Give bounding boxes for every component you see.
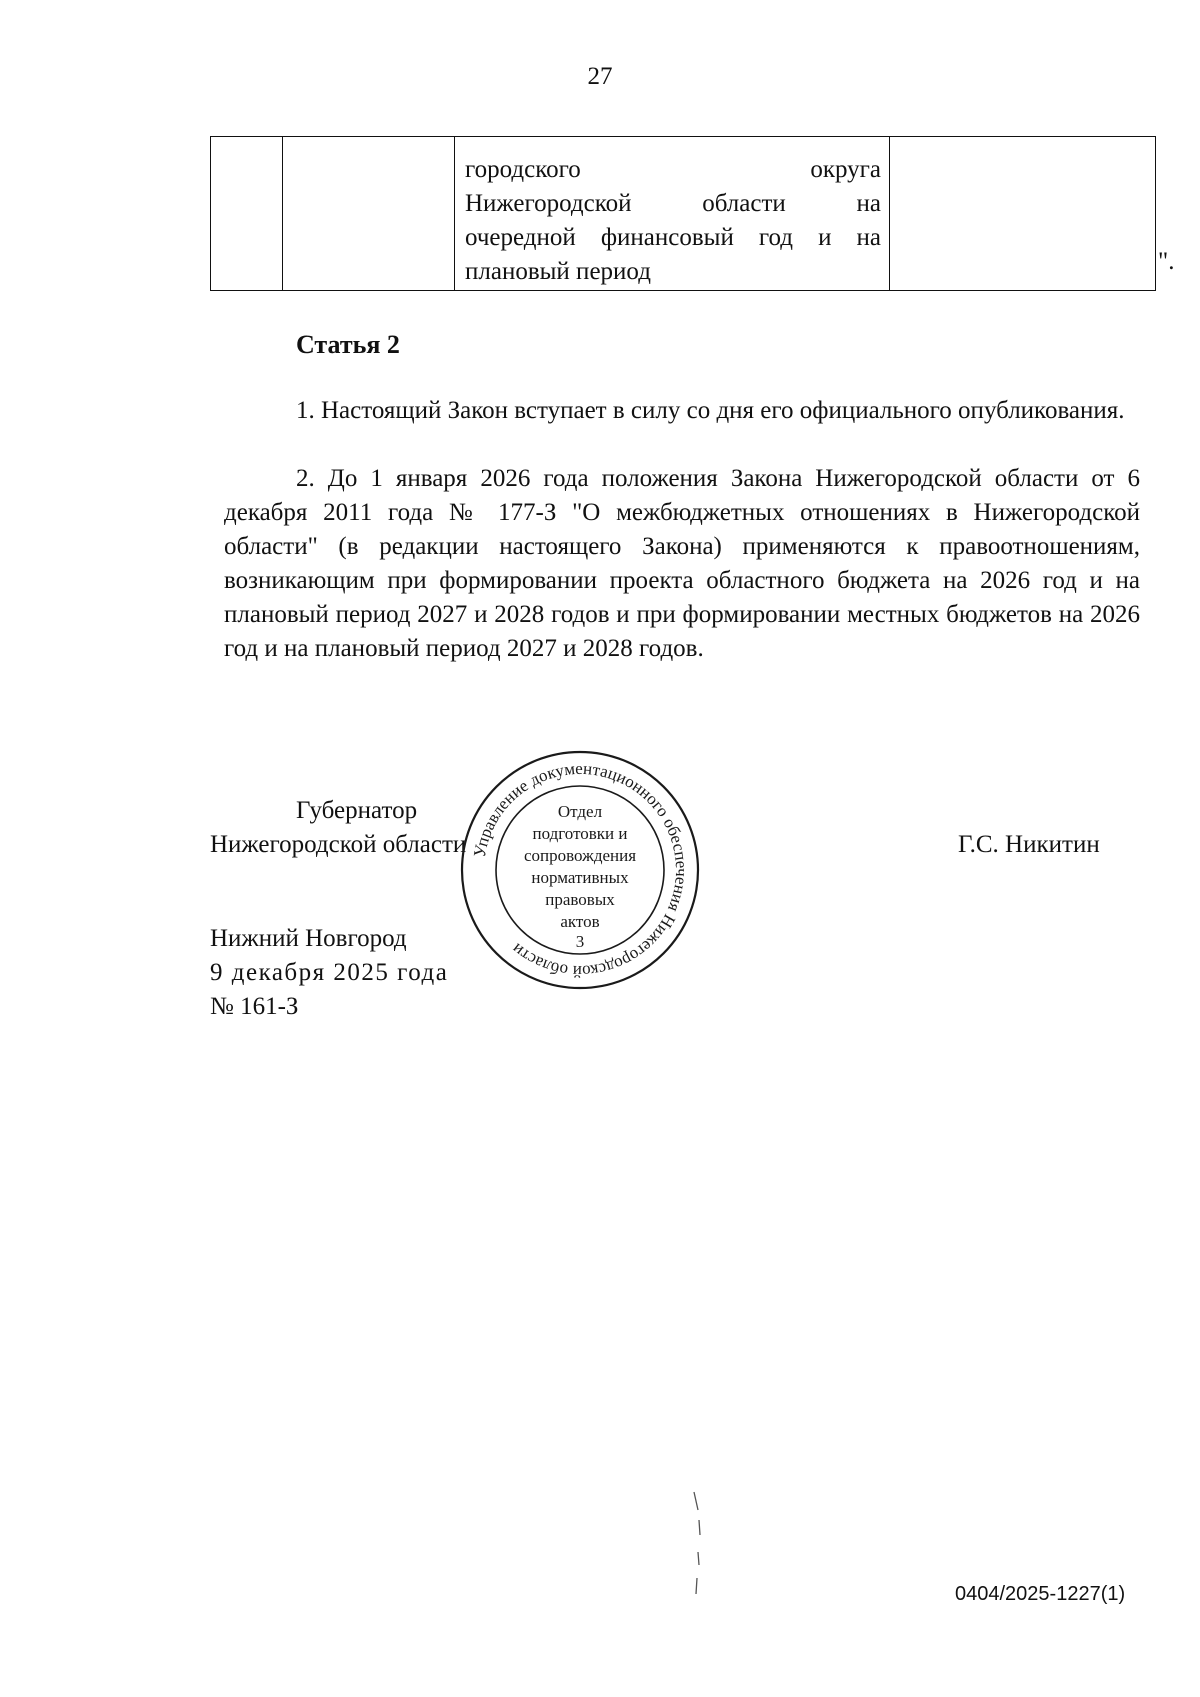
signing-date: 9 декабря 2025 года	[210, 959, 449, 986]
article-paragraph-2: 2. До 1 января 2026 года положения Закона Нижегородской области от 6 декабря 2011 года № 177-З "О межбюджетных отношениях в Нижегородской области" (в редакции настоящего Закона) применяются к правоотношениям, возникающим при формировании проекта областного бюджета на 2026 год и на плановый период 2027 и 2028 годов и при формировании местных бюджетов на 2026 год и на плановый период 2027 и 2028 годов.	[224, 465, 1140, 662]
table-text-line: очередной финансовый год и на	[465, 224, 881, 251]
stamp-line: нормативных	[531, 868, 629, 887]
table-text-line: Нижегородской области на	[465, 190, 881, 217]
table-cell-description	[455, 137, 890, 291]
continuation-table	[210, 136, 1156, 291]
table-cell-amount	[890, 137, 1156, 291]
signatory-title: Губернатор	[296, 797, 418, 824]
official-stamp	[455, 745, 705, 995]
article-paragraph-1: 1. Настоящий Закон вступает в силу со дня его официального опубликования.	[296, 397, 1125, 424]
stamp-line: правовых	[545, 890, 615, 909]
closing-quote: ".	[1158, 248, 1175, 275]
stamp-line: 3	[575, 932, 585, 951]
stamp-line: сопровождения	[523, 846, 637, 865]
table-cell-code	[283, 137, 455, 291]
stamp-ring-text: Управление документационного обеспечения Нижегородской области	[469, 758, 692, 982]
stamp-line: подготовки и	[532, 824, 628, 843]
scan-artifact	[690, 1490, 710, 1600]
stamp-line: Отдел	[557, 802, 603, 821]
page-number: 27	[587, 63, 613, 90]
signatory-region: Нижегородской области	[210, 831, 467, 858]
table-cell-number	[211, 137, 283, 291]
article-heading: Статья 2	[296, 330, 400, 359]
table-text-line: плановый период	[465, 258, 651, 285]
document-code: 0404/2025-1227(1)	[955, 1583, 1126, 1605]
law-number: № 161-З	[210, 993, 299, 1020]
table-text-line: городского округа	[465, 156, 881, 183]
signatory-name: Г.С. Никитин	[958, 831, 1100, 858]
signing-place: Нижний Новгород	[210, 925, 407, 952]
stamp-line: актов	[560, 912, 600, 931]
